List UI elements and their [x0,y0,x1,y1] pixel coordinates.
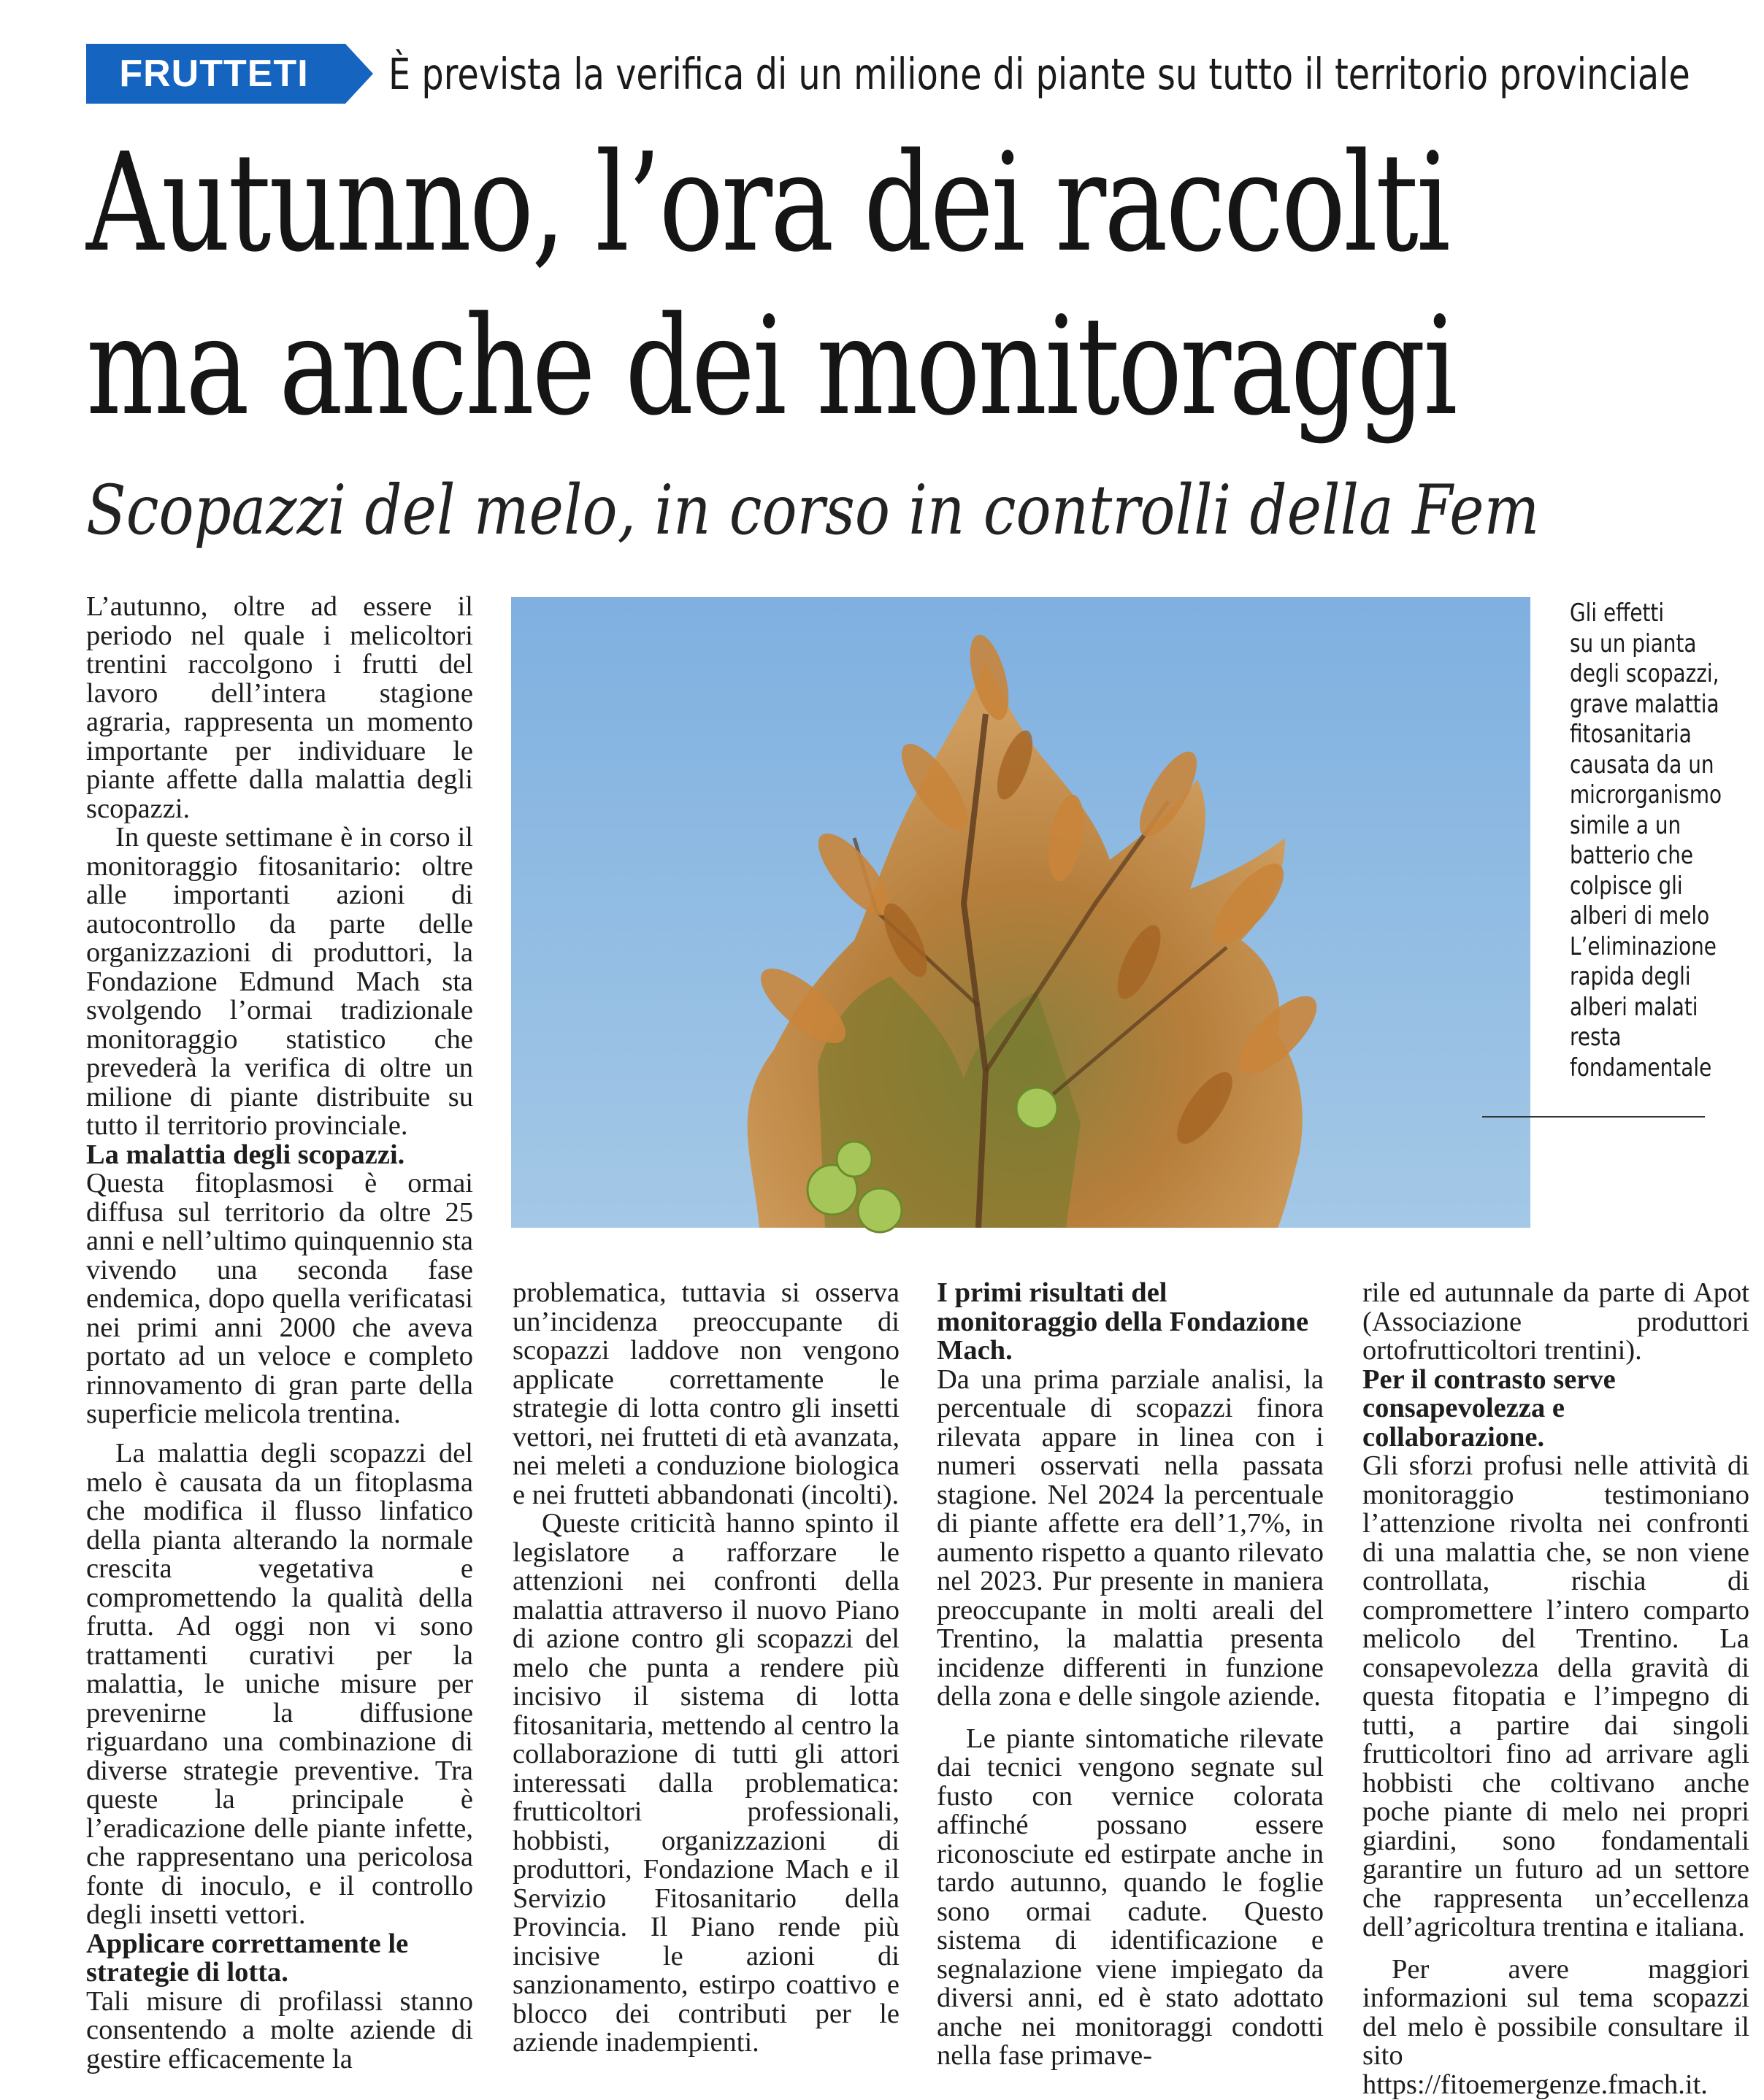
caption-line: fitosanitaria [1570,720,1692,749]
photo-caption [1570,599,1749,1083]
headline-line-2: ma anche dei monitoraggi [86,287,1456,445]
article-paragraph: Questa fitoplasmosi è ormai diffusa sul territorio da oltre 25 anni e nell’ultimo quinquennio sta vivendo una seconda fase endemica, dopo quella verificatasi nei primi anni 2000 che aveva portato ad un veloce e completo rinnovamento di gran parte della superficie melicola trentina. [86,1168,473,1429]
caption-rule [1482,1116,1705,1118]
caption-line: Gli effetti [1570,599,1665,628]
caption-line: resta [1570,1023,1622,1052]
caption-line: batterio che [1570,841,1694,870]
article-column-1-top [86,593,473,1429]
caption-line: microrganismo [1570,780,1722,809]
caption-line: degli scopazzi, [1570,659,1719,688]
article-paragraph: Queste criticità hanno spinto il legislatore a rafforzare le attenzioni nei confronti della malattia attraverso il nuovo Piano di azione contro gli scopazzi del melo che punta a rendere più incisivo il sistema di lotta fitosanitaria, mettendo al centro la collaborazione di tutti gli attori interessati dalla problematica: frutticoltori professionali, hobbisti, organizzazioni di produttori, Fondazione Mach e il Servizio Fitosanitario della Provincia. Il Piano rende più incisive le azioni di sanzionamento, estirpo coattivo e blocco dei contributi per le aziende inadempienti. [513,1508,900,2058]
caption-line: causata da un [1570,750,1714,780]
caption-line: colpisce gli [1570,871,1683,901]
section-tag [86,44,373,104]
article-paragraph: Gli sforzi profusi nelle attività di monitoraggio testimoniano l’attenzione rivolta nei confronti di una malattia che, se non viene controllata, rischia di compromettere l’intero comparto melicolo del Trentino. La consapevolezza della gravità di questa fitopatia e l’impegno di tutti, a partire dai singoli frutticoltori fino ad arrivare agli hobbisti che coltivano anche poche piante di melo nei propri giardini, sono fondamentali garantire un futuro ad un settore che rappresenta un’eccellenza dell’agricoltura trentina e italiana. [1362,1450,1749,1942]
article-subheading: La malattia degli scopazzi. [86,1139,405,1170]
kicker-text: È prevista la verifica di un milione di piante su tutto il territorio provinciale [388,49,1690,99]
headline-line-1: Autunno, l’ora dei raccolti [86,123,1449,282]
section-tag-label: FRUTTETI [119,53,309,95]
caption-line: simile a un [1570,810,1681,840]
article-paragraph: In queste settimane è in corso il monitoraggio fitosanitario: oltre alle importanti azioni di autocontrollo da parte delle organizzazioni di produttori, la Fondazione Edmund Mach sta svolgendo l’ormai tradizionale monitoraggio statistico che prevederà la verifica di oltre un milione di piante distribuite su tutto il territorio provinciale. [86,822,473,1141]
article-paragraph: rile ed autunnale da parte di Apot (Associazione produttori ortofrutticoltori trentini). [1362,1277,1749,1366]
caption-line: fondamentale [1570,1053,1712,1082]
article-subheading: Per il contrasto serve consapevolezza e collaborazione. [1362,1364,1616,1453]
article-paragraph: Per avere maggiori informazioni sul tema scopazzi del melo è possibile consultare il sito https://fitoemergenze.fmach.it. [1362,1953,1749,2100]
article-subheading: Applicare correttamente le strategie di lotta. [86,1928,409,1988]
caption-line: L’eliminazione [1570,931,1717,961]
subheadline: Scopazzi del melo, in corso in controlli della Fem [86,471,1540,550]
caption-line: su un pianta [1570,628,1697,658]
caption-line: rapida degli [1570,962,1691,991]
article-photo [511,597,1530,1228]
article-column-3 [937,1279,1324,2071]
article-paragraph: Tali misure di profilassi stanno consentendo a molte aziende di gestire efficacemente la [86,1985,473,2074]
article-column-4 [1362,1279,1749,2099]
article-paragraph: Le piante sintomatiche rilevate dai tecnici vengono segnate sul fusto con vernice colorata affinché possano essere riconosciute ed estirpate anche in tardo autunno, quando le foglie sono ormai cadute. Questo sistema di identificazione e segnalazione viene impiegato da diversi anni, ed è stato adottato anche nei monitoraggi condotti nella fase primave- [937,1723,1324,2071]
article-column-1-bottom [86,1439,473,2074]
caption-line: alberi di melo [1570,901,1710,931]
apple-tree-photo [511,597,1530,1228]
article-column-2 [513,1279,900,2058]
caption-line: alberi malati [1570,992,1698,1022]
article-paragraph: La malattia degli scopazzi del melo è causata da un fitoplasma che modifica il flusso linfatico della pianta alterando la normale crescita vegetativa e compromettendo la qualità della frutta. Ad oggi non vi sono trattamenti curativi per la malattia, le uniche misure per prevenirne la diffusione riguardano una combinazione di diverse strategie preventive. Tra queste la principale è l’eradicazione delle piante infette, che rappresentano una pericolosa fonte di inoculo, e il controllo degli insetti vettori. [86,1438,473,1930]
article-paragraph: problematica, tuttavia si osserva un’incidenza preoccupante di scopazzi laddove non vengono applicate correttamente le strategie di lotta contro gli insetti vettori, nei frutteti di età avanzata, nei meleti a conduzione biologica e nei frutteti abbandonati (incolti). [513,1277,900,1510]
article-paragraph: Da una prima parziale analisi, la percentuale di scopazzi finora rilevata appare in linea con i numeri osservati nella passata stagione. Nel 2024 la percentuale di piante affette era dell’1,7%, in aumento rispetto a quanto rilevato nel 2023. Pur presente in maniera preoccupante in molti areali del Trentino, la malattia presenta incidenze differenti in funzione della zona e delle singole aziende. [937,1364,1324,1712]
caption-line: grave malattia [1570,689,1719,719]
article-subheading: I primi risultati del monitoraggio della Fondazione Mach. [937,1277,1309,1366]
article-paragraph: L’autunno, oltre ad essere il periodo nel quale i melicoltori trentini raccolgono i frutti del lavoro dell’intera stagione agraria, rappresenta un momento importante per individuare le piante affette dalla malattia degli scopazzi. [86,591,473,824]
